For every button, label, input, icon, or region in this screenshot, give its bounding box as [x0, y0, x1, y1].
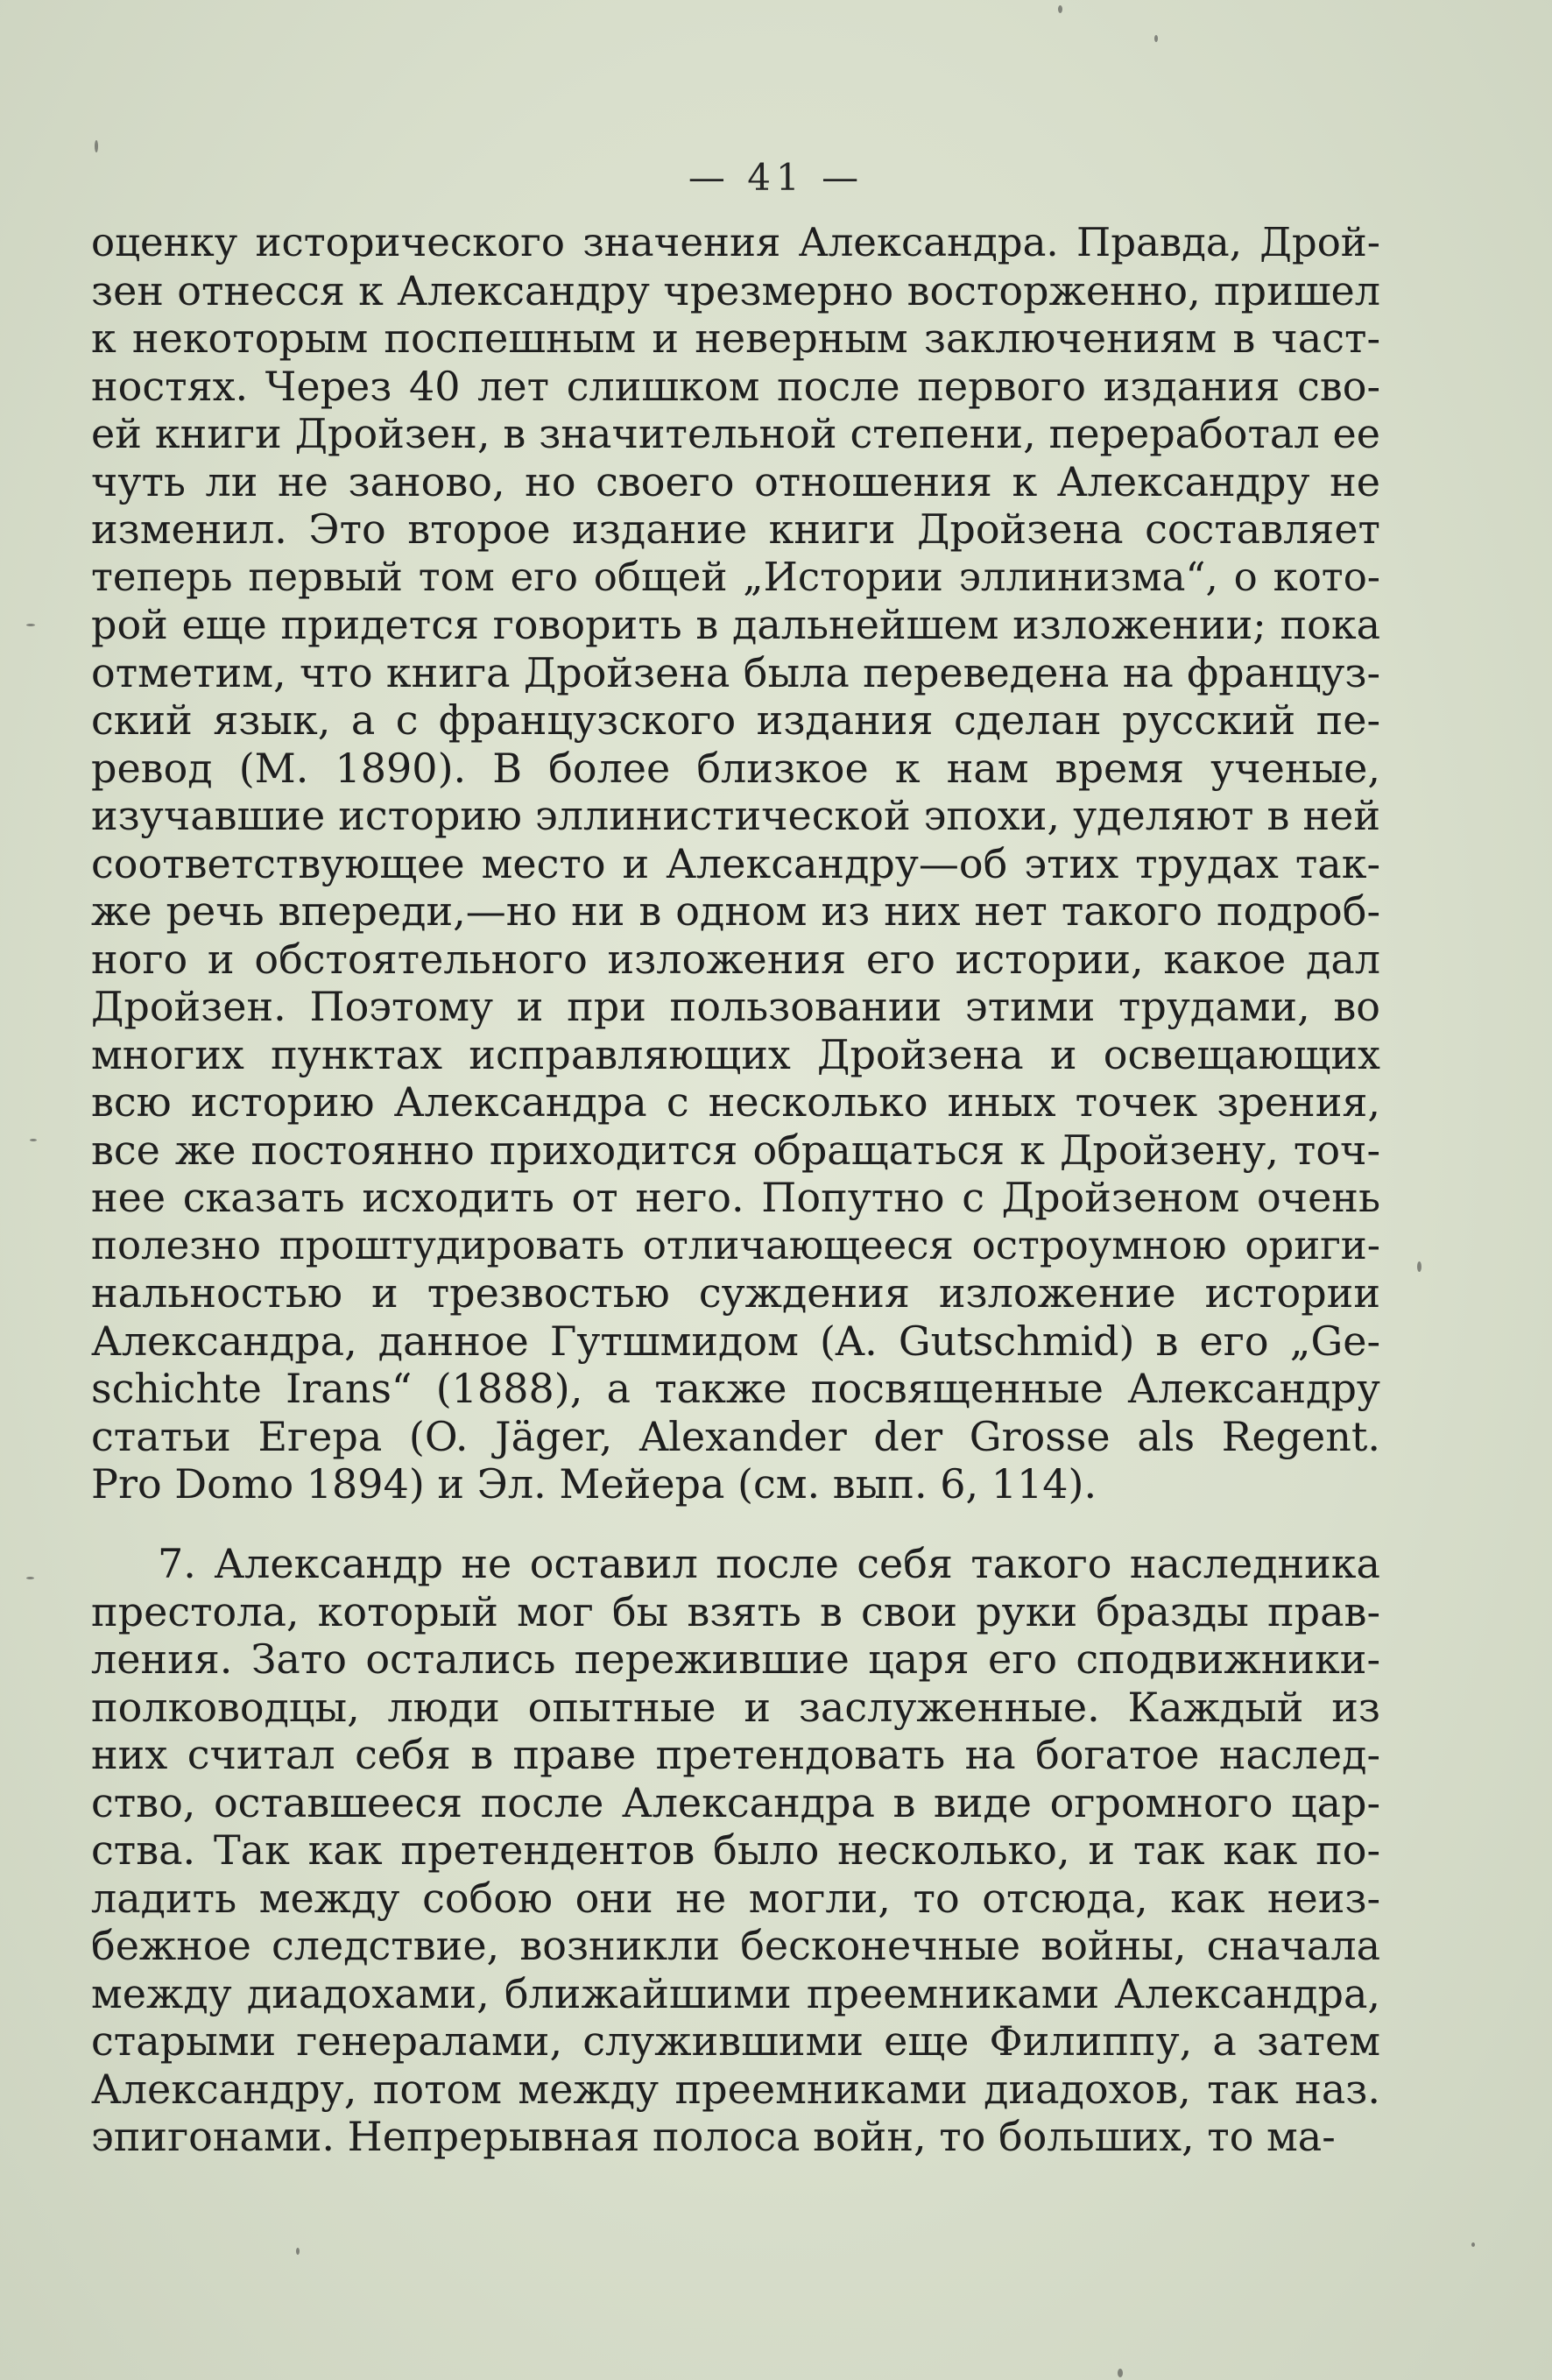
paper-speck	[26, 1577, 34, 1579]
text-line: рой еще придется говорить в дальнейшем изложении; пока	[91, 601, 1380, 648]
text-line: полезно проштудировать отличающееся остроумною ориги-	[91, 1221, 1380, 1268]
page-number: — 41 —	[688, 156, 864, 199]
text-line: ревод (М. 1890). В более близкое к нам время ученые,	[91, 744, 1380, 792]
text-line: Дройзен. Поэтому и при пользовании этими трудами, во	[91, 983, 1380, 1030]
text-line: полководцы, люди опытные и заслуженные. Каждый из	[91, 1683, 1380, 1731]
paragraph-1	[91, 219, 1380, 1508]
text-line: отметим, что книга Дройзена была переведена на француз-	[91, 648, 1380, 696]
text-line: теперь первый том его общей „Истории эллинизма“, о кото-	[91, 553, 1380, 600]
text-line: между диадохами, ближайшими преемниками Александра,	[91, 1969, 1380, 2017]
text-line: к некоторым поспешным и неверным заключениям в част-	[91, 314, 1380, 362]
paper-speck	[1417, 1261, 1421, 1272]
text-line: Александру, потом между преемниками диадохов, так наз.	[91, 2065, 1380, 2113]
text-line: Pro Domo 1894) и Эл. Мейера (см. вып. 6, 114).	[91, 1460, 1097, 1508]
text-line: schichte Irans“ (1888), а также посвященные Александру	[91, 1365, 1380, 1412]
paper-speck	[95, 140, 98, 152]
paper-speck	[30, 1139, 37, 1141]
text-line: статьи Егера (O. Jäger, Alexander der Grosse als Regent.	[91, 1412, 1380, 1460]
text-line: ства. Так как претендентов было несколько, и так как по-	[91, 1826, 1380, 1874]
text-line: изменил. Это второе издание книги Дройзена составляет	[91, 505, 1380, 553]
paragraph-2	[91, 1540, 1380, 2161]
text-line: все же постоянно приходится обращаться к Дройзену, точ-	[91, 1126, 1380, 1174]
text-line: ного и обстоятельного изложения его истории, какое дал	[91, 935, 1380, 983]
text-line: Александра, данное Гутшмидом (A. Gutschmid) в его „Ge-	[91, 1317, 1380, 1365]
paper-speck	[1058, 5, 1062, 13]
text-line: чуть ли не заново, но своего отношения к Александру не	[91, 457, 1380, 505]
text-line: соответствующее место и Александру—об этих трудах так-	[91, 839, 1380, 887]
text-line: бежное следствие, возникли бесконечные войны, сначала	[91, 1922, 1380, 1969]
text-line: них считал себя в праве претендовать на богатое наслед-	[91, 1731, 1380, 1778]
text-line: ский язык, а с французского издания сделан русский пе-	[91, 696, 1380, 744]
text-line: же речь впереди,—но ни в одном из них нет такого подроб-	[91, 887, 1380, 935]
paper-speck	[26, 624, 35, 626]
text-line: ладить между собою они не могли, то отсюда, как неиз-	[91, 1874, 1380, 1922]
text-line: старыми генералами, служившими еще Филиппу, а затем	[91, 2017, 1380, 2065]
text-line: нее сказать исходить от него. Попутно с Дройзеном очень	[91, 1174, 1380, 1221]
paper-speck	[1154, 35, 1158, 42]
text-line: оценку исторического значения Александра. Правда, Дрой-	[91, 219, 1380, 265]
paper-speck	[1471, 2242, 1475, 2247]
text-line: ство, оставшееся после Александра в виде огромного цар-	[91, 1778, 1380, 1826]
text-line: всю историю Александра с несколько иных точек зрения,	[91, 1078, 1380, 1126]
text-line: престола, который мог бы взять в свои руки бразды прав-	[91, 1587, 1380, 1635]
text-line: ления. Зато остались пережившие царя его сподвижники-	[91, 1635, 1380, 1683]
text-line: ностях. Через 40 лет слишком после первого издания сво-	[91, 362, 1380, 410]
paper-speck	[296, 2248, 300, 2255]
text-line: нальностью и трезвостью суждения изложение истории	[91, 1269, 1380, 1317]
text-line: изучавшие историю эллинистической эпохи, уделяют в ней	[91, 792, 1380, 839]
paper-speck	[1118, 2369, 1123, 2377]
text-line: ей книги Дройзен, в значительной степени, переработал ее	[91, 410, 1380, 457]
text-line: многих пунктах исправляющих Дройзена и освещающих	[91, 1030, 1380, 1078]
text-line: зен отнесся к Александру чрезмерно восторженно, пришел	[91, 266, 1380, 314]
text-line: эпигонами. Непрерывная полоса войн, то больших, то ма-	[91, 2113, 1336, 2160]
text-line: 7. Александр не оставил после себя такого наследника	[158, 1540, 1380, 1587]
